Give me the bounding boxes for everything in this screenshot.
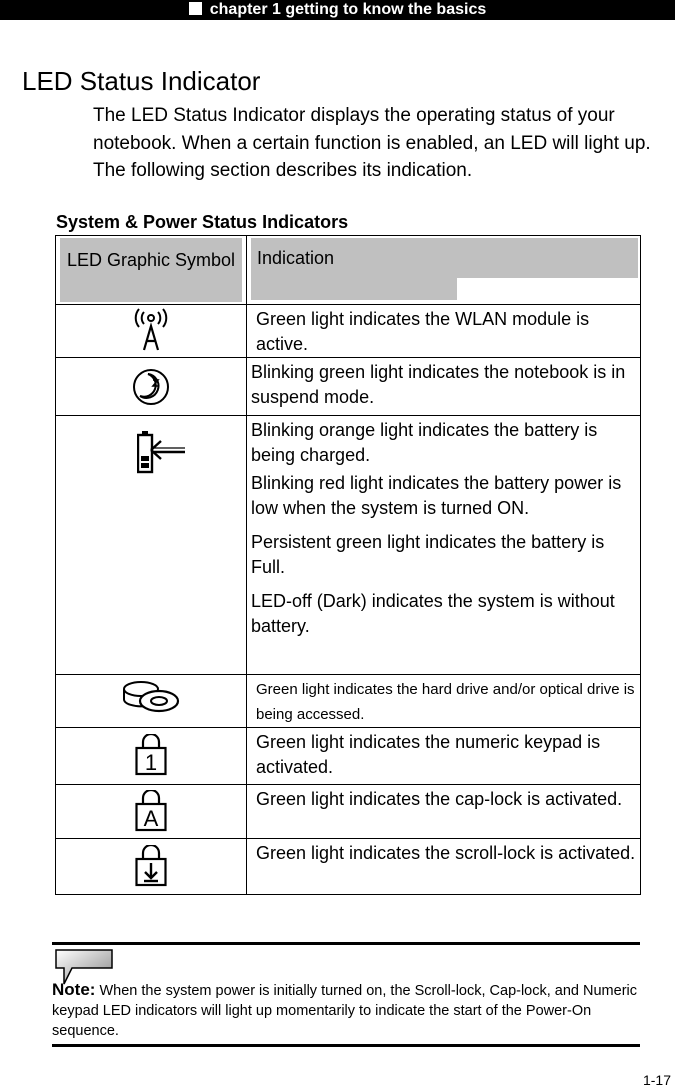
scroll-lock-icon (135, 845, 167, 887)
symbol-cell (56, 728, 247, 785)
caps-lock-glyph: A (143, 806, 159, 831)
symbol-cell (56, 305, 247, 358)
page-number: 1-17 (642, 1072, 671, 1088)
symbol-cell (56, 785, 247, 839)
indication-cell: Blinking orange light indicates the battery is being charged. Blinking red light indicates the battery power is low when the system is turned ON. Persistent green light indicates the battery is Full. LED-off (Dark) indicates the system is without battery. (247, 416, 641, 675)
table-row (56, 728, 641, 785)
indication-cell: Green light indicates the WLAN module is active. (247, 305, 641, 358)
header-shade (251, 278, 457, 300)
num-lock-icon (135, 734, 167, 776)
indication-cell: Green light indicates the scroll-lock is activated. (247, 839, 641, 895)
chapter-title: chapter 1 getting to know the basics (209, 1, 487, 18)
table-row (56, 416, 641, 675)
intro-paragraph: The LED Status Indicator displays the operating status of your notebook. When a certain function is enabled, an LED will light up. The following section describes its indication. (93, 105, 651, 181)
drive-activity-icon (121, 679, 181, 715)
square-bullet-icon (189, 2, 202, 15)
symbol-cell (56, 675, 247, 728)
symbol-cell (56, 416, 247, 675)
note-body: When the system power is initially turned on, the Scroll-lock, Cap-lock, and Numeric keypad LED indicators will light up momentarily to indicate the start of the Power-On sequence. (52, 983, 638, 1039)
suspend-moon-icon (131, 366, 171, 408)
indication-cell: Green light indicates the numeric keypad is activated. (247, 728, 641, 785)
indication-cell: Blinking green light indicates the notebook is in suspend mode. (247, 358, 641, 416)
col-symbol-label: LED Graphic Symbol (60, 238, 242, 302)
symbol-cell (56, 839, 247, 895)
header-symbol-cell (56, 236, 247, 305)
table-row (56, 358, 641, 416)
table-row (56, 305, 641, 358)
table-title: System & Power Status Indicators (56, 212, 349, 232)
chapter-header (0, 0, 675, 20)
table-row (56, 785, 641, 839)
section-title: LED Status Indicator (22, 66, 261, 96)
indication-cell: Green light indicates the hard drive and/or optical drive is being accessed. (247, 675, 641, 728)
col-indication-label: Indication (251, 238, 638, 278)
num-lock-glyph: 1 (144, 750, 158, 775)
led-status-table (55, 235, 641, 895)
table-row (56, 839, 641, 895)
indication-cell: Green light indicates the cap-lock is activated. (247, 785, 641, 839)
battery-charge-icon (137, 428, 187, 474)
table-header-row (56, 236, 641, 305)
caps-lock-icon (135, 790, 167, 832)
header-indication-cell (247, 236, 641, 305)
note-divider-bottom (52, 1044, 640, 1047)
note-label: Note: (52, 980, 96, 999)
table-row (56, 675, 641, 728)
note-text (52, 980, 640, 1041)
note-divider-top (52, 942, 640, 945)
symbol-cell (56, 358, 247, 416)
wlan-icon (131, 308, 171, 352)
